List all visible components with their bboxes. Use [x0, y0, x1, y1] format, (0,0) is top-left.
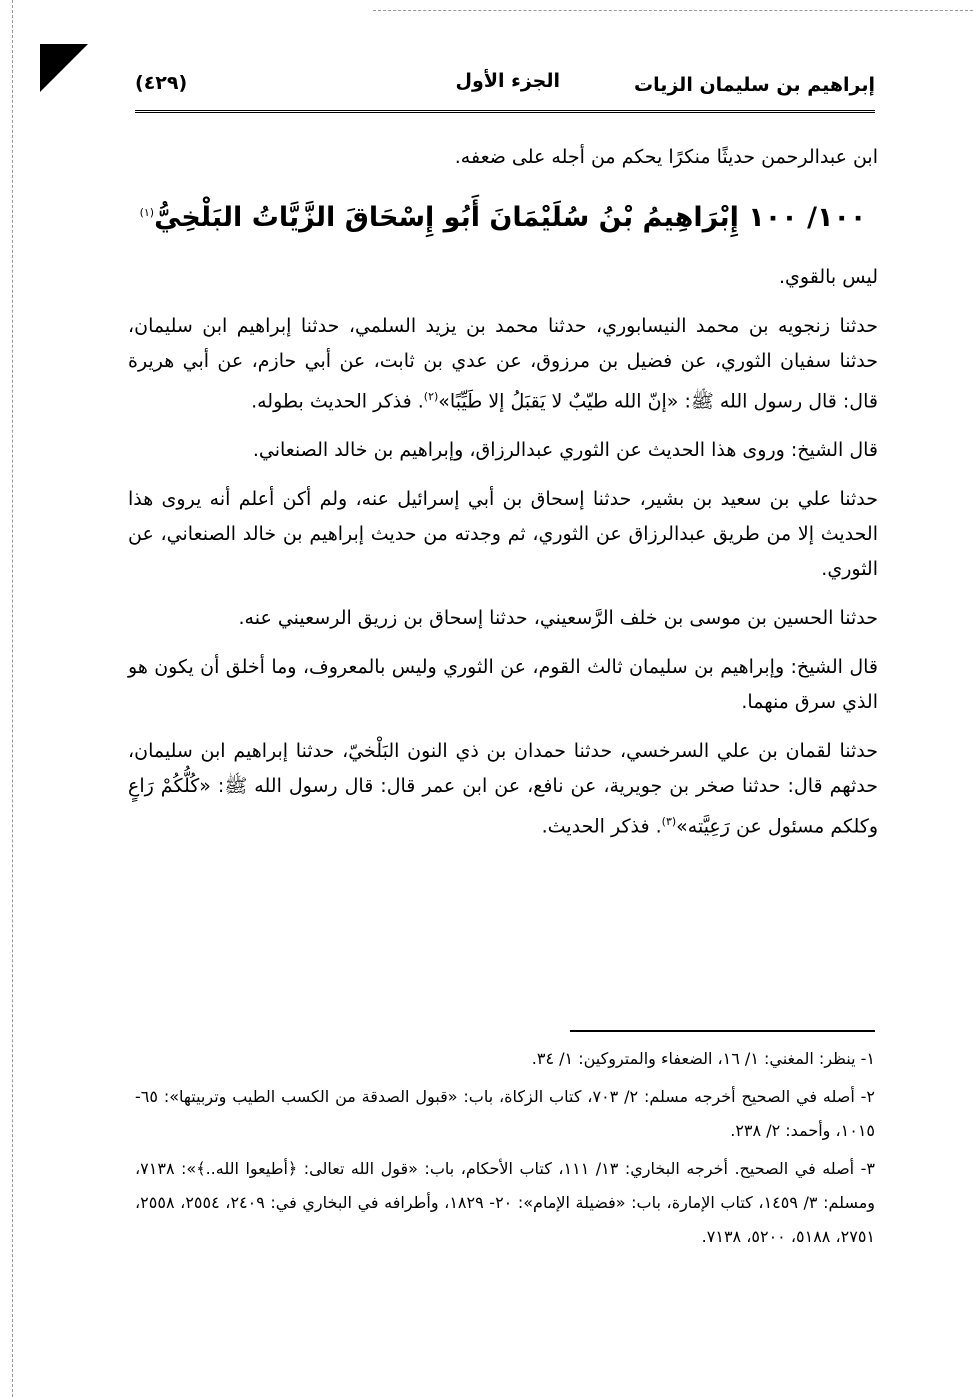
paragraph-5: حدثنا الحسين بن موسى بن خلف الرَّسعيني، حدثنا إسحاق بن زريق الرسعيني عنه. [238, 607, 878, 630]
scan-edge-top [373, 0, 973, 11]
paragraph-7-tail: . فذكر الحديث. [541, 815, 662, 838]
header-page-number: (٤٢٩) [135, 72, 188, 94]
footnote-ref-2: (٢) [423, 390, 439, 403]
footnote-3: ٣- أصله في الصحيح. أخرجه البخاري: ١٣/ ١١١، كتاب الأحكام، باب: «قول الله تعالى: ﴿أطيعوا الله..﴾»: ٧١٣٨، ومسلم: ٣/ ١٤٥٩، كتاب الإمارة، باب: «فضيلة الإمام»: ٢٠- ١٨٢٩، وأطرافه في البخاري في: ٢٤٠٩، ٢٥٥٤، ٢٥٥٨، ٢٧٥١، ٥١٨٨، ٥٢٠٠، ٧١٣٨. [135, 1159, 876, 1246]
paragraph-1: ليس بالقوي. [779, 266, 878, 288]
entry-title [128, 189, 878, 242]
footnote-1: ١- ينظر: المغني: ١/ ١٦، الضعفاء والمتروكين: ١/ ٣٤. [531, 1049, 875, 1068]
paragraph-2-text: حدثنا زنجويه بن محمد النيسابوري، حدثنا محمد بن يزيد السلمي، حدثنا إبراهيم ابن سليمان، حدثنا سفيان الثوري، عن فضيل بن مرزوق، عن عدي بن ثابت، عن أبي حازم، عن أبي هريرة قال: قال رسول الله ﷺ: «إنّ الله طيّبٌ لا يَقبَلُ إلا طَيِّبًا» [128, 315, 878, 413]
footnote-separator [570, 1030, 875, 1032]
paragraph-3: قال الشيخ: وروى هذا الحديث عن الثوري عبدالرزاق، وإبراهيم بن خالد الصنعاني. [252, 439, 878, 462]
paragraph-7 [128, 734, 878, 844]
lead-line: ابن عبدالرحمن حديثًا منكرًا يحكم من أجله على ضعفه. [454, 146, 878, 168]
footnotes [135, 1042, 875, 1258]
paragraph-2 [128, 309, 878, 419]
paragraph-4: حدثنا علي بن سعيد بن بشير، حدثنا إسحاق بن أبي إسرائيل عنه، ولم أكن أعلم أنه يروى هذا الحديث إلا من طريق عبدالرزاق عن الثوري، ثم وجدته من حديث إبراهيم بن خالد الصنعاني، عن الثوري. [128, 488, 878, 581]
entry-title-text: ١٠٠/ ١٠٠ إِبْرَاهِيمُ بْنُ سُلَيْمَانَ أَبُو إِسْحَاقَ الزَّيَّاتُ البَلْخِيُّ [154, 202, 867, 233]
header-author: إبراهيم بن سليمان الزيات [634, 74, 875, 96]
header-rule [135, 110, 875, 113]
entry-title-footnote-ref: (١) [139, 206, 155, 219]
scan-edge-left [0, 0, 13, 1397]
paragraph-2-tail: . فذكر الحديث بطوله. [251, 390, 424, 413]
corner-triangle-mark [40, 44, 88, 92]
paragraph-6: قال الشيخ: وإبراهيم بن سليمان ثالث القوم، عن الثوري وليس بالمعروف، وما أخلق أن يكون هو الذي سرق منهما. [128, 656, 878, 714]
running-header [135, 66, 875, 106]
header-part: الجزء الأول [455, 70, 560, 92]
main-text [128, 140, 878, 859]
paragraph-7-text: حدثنا لقمان بن علي السرخسي، حدثنا حمدان بن ذي النون البَلْخيّ، حدثنا إبراهيم ابن سليمان، حدثهم قال: حدثنا صخر بن جويرية، عن نافع، عن ابن عمر قال: قال رسول الله ﷺ: «كُلُّكُمْ رَاعٍ وكلكم مسئول عن رَعِيَّته» [128, 740, 878, 838]
footnote-ref-3: (٣) [661, 815, 677, 829]
footnote-2: ٢- أصله في الصحيح أخرجه مسلم: ٢/ ٧٠٣، كتاب الزكاة، باب: «قبول الصدقة من الكسب الطيب وتربيتها»: ٦٥- ١٠١٥، وأحمد: ٢/ ٢٣٨. [135, 1087, 875, 1140]
